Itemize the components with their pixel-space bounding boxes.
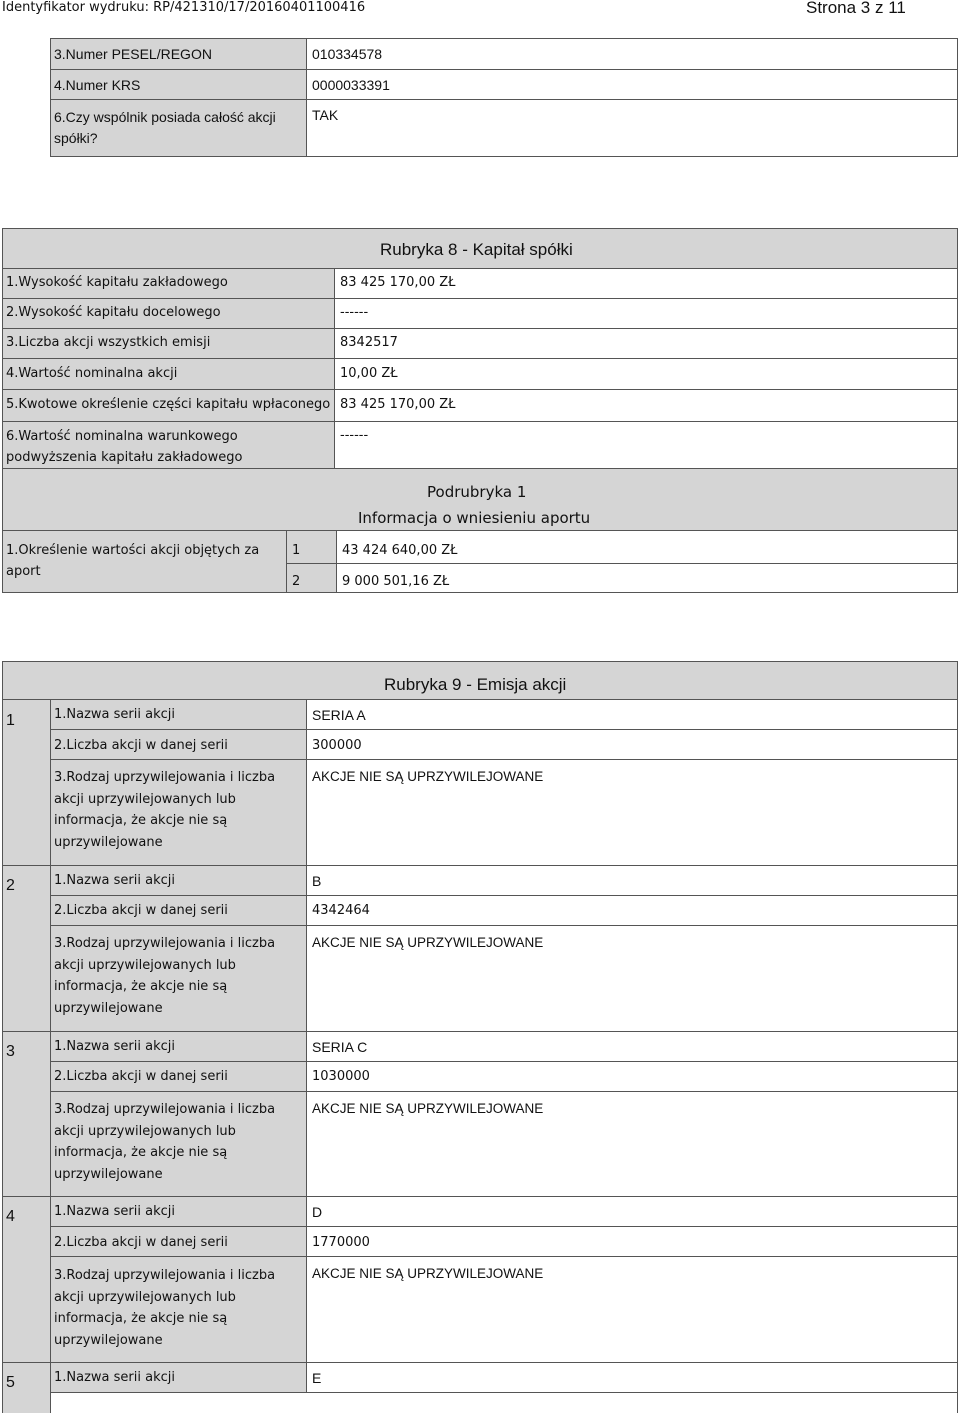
series-2-name-value: B [312,873,322,889]
series-4-priv-value: AKCJE NIE SĄ UPRZYWILEJOWANE [312,1266,544,1281]
aport-item-1-value: 43 424 640,00 ZŁ [342,543,458,558]
grid-line [50,729,958,730]
grid-line [2,865,958,866]
series-4-count-value: 1770000 [312,1235,370,1250]
grid-line [2,1031,958,1032]
series-2-priv-value: AKCJE NIE SĄ UPRZYWILEJOWANE [312,935,544,950]
series-1-count-label: 2.Liczba akcji w danej serii [54,738,228,753]
r8-row5-label: 5.Kwotowe określenie części kapitału wpłaconego [6,397,331,412]
aport-item-2-value: 9 000 501,16 ZŁ [342,574,450,589]
aport-item-2-num: 2 [292,574,301,589]
grid-line [2,699,958,700]
grid-line [306,1196,307,1362]
series-1-name-label: 1.Nazwa serii akcji [54,707,175,722]
r8-row4-label: 4.Wartość nominalna akcji [6,366,178,381]
series-1-name-value: SERIA A [312,707,366,723]
series-1-priv-value: AKCJE NIE SĄ UPRZYWILEJOWANE [312,769,544,784]
series-5-number: 5 [6,1374,15,1391]
series-2-name-label: 1.Nazwa serii akcji [54,873,175,888]
krs-value: 0000033391 [312,77,390,93]
r8-row3-value: 8342517 [340,335,398,350]
series-5-name-label: 1.Nazwa serii akcji [54,1370,175,1385]
series-4-name-label: 1.Nazwa serii akcji [54,1204,175,1219]
series-4-count-label: 2.Liczba akcji w danej serii [54,1235,228,1250]
series-3-name-value: SERIA C [312,1039,368,1055]
grid-line [50,759,958,760]
pesel-label: 3.Numer PESEL/REGON [54,46,212,62]
series-1-priv-label: 3.Rodzaj uprzywilejowania i liczba akcji uprzywilejowanych lub informacja, że akcje nie są uprzywilejowane [54,770,276,850]
series-1-number: 1 [6,712,15,729]
r8-row4-value: 10,00 ZŁ [340,366,398,381]
series-3-name-label: 1.Nazwa serii akcji [54,1039,175,1054]
grid-line [50,895,958,896]
grid-line [306,865,307,1031]
grid-line [2,1362,958,1363]
grid-line [306,1031,307,1196]
series-3-number: 3 [6,1043,15,1060]
series-1-count-value: 300000 [312,738,362,753]
aport-label: 1.Określenie wartości akcji objętych za aport [6,543,260,579]
rubryka-8-title: Rubryka 8 - Kapitał spółki [380,240,573,259]
series-4-name-value: D [312,1204,323,1220]
r8-row2-value: ------ [340,305,369,320]
shareholder-value: TAK [312,107,339,123]
pesel-value: 010334578 [312,46,383,62]
series-2-priv-label: 3.Rodzaj uprzywilejowania i liczba akcji uprzywilejowanych lub informacja, że akcje nie są uprzywilejowane [54,936,276,1016]
grid-line [50,1226,958,1227]
grid-line [306,699,307,865]
krs-label: 4.Numer KRS [54,77,141,93]
r8-row1-label: 1.Wysokość kapitału zakładowego [6,275,228,290]
r8-row6-label: 6.Wartość nominalna warunkowego podwyższenia kapitału zakładowego [6,429,243,465]
series-2-count-value: 4342464 [312,903,370,918]
r8-row3-label: 3.Liczba akcji wszystkich emisji [6,335,211,350]
grid-line [50,1061,958,1062]
r8-row5-value: 83 425 170,00 ZŁ [340,397,456,412]
rubryka-9-title: Rubryka 9 - Emisja akcji [384,675,567,694]
grid-line [50,1091,958,1092]
r8-row6-value: ------ [340,428,369,443]
r8-row2-label: 2.Wysokość kapitału docelowego [6,305,221,320]
podrubryka-title: Podrubryka 1 [427,483,527,501]
grid-line [306,1362,307,1392]
grid-line [50,1392,958,1393]
series-4-priv-label: 3.Rodzaj uprzywilejowania i liczba akcji uprzywilejowanych lub informacja, że akcje nie są uprzywilejowane [54,1268,276,1348]
series-5-name-value: E [312,1370,322,1386]
series-2-number: 2 [6,877,15,894]
page-number: Strona 3 z 11 [806,0,906,17]
aport-item-1-num: 1 [292,543,301,558]
series-3-priv-value: AKCJE NIE SĄ UPRZYWILEJOWANE [312,1101,544,1116]
series-3-priv-label: 3.Rodzaj uprzywilejowania i liczba akcji uprzywilejowanych lub informacja, że akcje nie są uprzywilejowane [54,1102,276,1182]
grid-line [50,1256,958,1257]
shareholder-label: 6.Czy wspólnik posiada całość akcji spółki? [54,109,276,146]
podrubryka-subtitle: Informacja o wniesieniu aportu [358,509,591,527]
grid-line [50,925,958,926]
series-4-number: 4 [6,1208,15,1225]
series-2-count-label: 2.Liczba akcji w danej serii [54,903,228,918]
series-3-count-label: 2.Liczba akcji w danej serii [54,1069,228,1084]
series-3-count-value: 1030000 [312,1069,370,1084]
print-identifier: Identyfikator wydruku: RP/421310/17/20160401100416 [2,0,366,15]
grid-line [2,1196,958,1197]
r8-row1-value: 83 425 170,00 ZŁ [340,275,456,290]
